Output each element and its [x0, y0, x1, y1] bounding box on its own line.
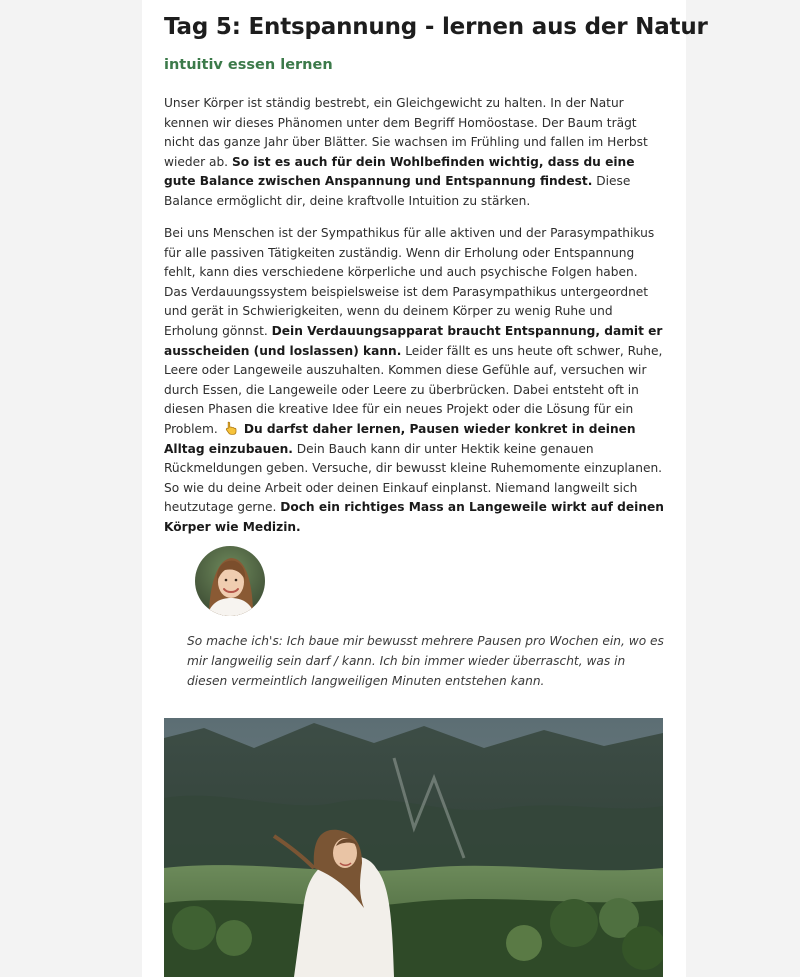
paragraph-text: Unser Körper ist ständig bestrebt, ein Gleichgewicht zu halten. In der Natur kennen wir dieses Phänomen unter dem Begriff Homöostase. Der Baum trägt nicht das ganze Jahr über Blätter. Sie wachsen im Frühling und fallen im Herbst wieder ab. — [164, 96, 648, 169]
paragraph-text: Diese Balance ermöglicht dir, deine kraftvolle Intuition zu stärken. — [164, 174, 631, 208]
paragraph-balance — [164, 94, 664, 212]
paragraph-nervous-system — [164, 224, 664, 538]
article-subtitle: intuitiv essen lernen — [164, 57, 333, 73]
paragraph-text: Bei uns Menschen ist der Sympathikus für alle aktiven und der Parasympathikus für alle passiven Tätigkeiten zuständig. Wenn dir Erholung oder Entspannung fehlt, kann dies verschiedene körperliche und auch psychische Folgen haben. Das Verdauungssystem beispielsweise ist dem Parasympathikus untergeordnet und gerät in Schwierigkeiten, wenn du deinem Körper zu wenig Ruhe und Erholung gönnst. — [164, 226, 655, 338]
paragraph-emphasis: Doch ein richtiges Mass an Langeweile wirkt auf deinen Körper wie Medizin. — [164, 500, 664, 534]
paragraph-text: Leider fällt es uns heute oft schwer, Ruhe, Leere oder Langeweile auszuhalten. Kommen diese Gefühle auf, versuchen wir durch Essen, die Langeweile oder Leere zu überbrücken. Dabei entsteht oft in diesen Phasen die kreative Idee für ein neues Projekt oder die Lösung für ein Problem. — [164, 343, 663, 436]
page-title: Tag 5: Entspannung - lernen aus der Natur — [164, 14, 708, 40]
author-avatar — [195, 546, 265, 616]
pointing-hand-icon — [224, 421, 238, 435]
paragraph-text: Dein Bauch kann dir unter Hektik keine genauen Rückmeldungen geben. Versuche, dir bewusst kleine Ruhemomente einzuplanen. So wie du deine Arbeit oder deinen Einkauf einplanst. Niemand langweilt sich heutzutage gerne. — [164, 441, 663, 515]
paragraph-emphasis: So ist es auch für dein Wohlbefinden wichtig, dass du eine gute Balance zwischen Anspannung und Entspannung findest. — [164, 154, 635, 189]
author-quote: So mache ich's: Ich baue mir bewusst mehrere Pausen pro Wochen ein, wo es mir langweilig sein darf / kann. Ich bin immer wieder überrascht, was in diesen vermeintlich langweiligen Minuten entstehen kann. — [187, 634, 664, 688]
paragraph-emphasis: Dein Verdauungsapparat braucht Entspannung, damit er ausscheiden (und loslassen) kann. — [164, 323, 663, 358]
hero-photo — [164, 718, 663, 977]
paragraph-emphasis: Du darfst daher lernen, Pausen wieder konkret in deinen Alltag einzubauen. — [164, 421, 636, 456]
